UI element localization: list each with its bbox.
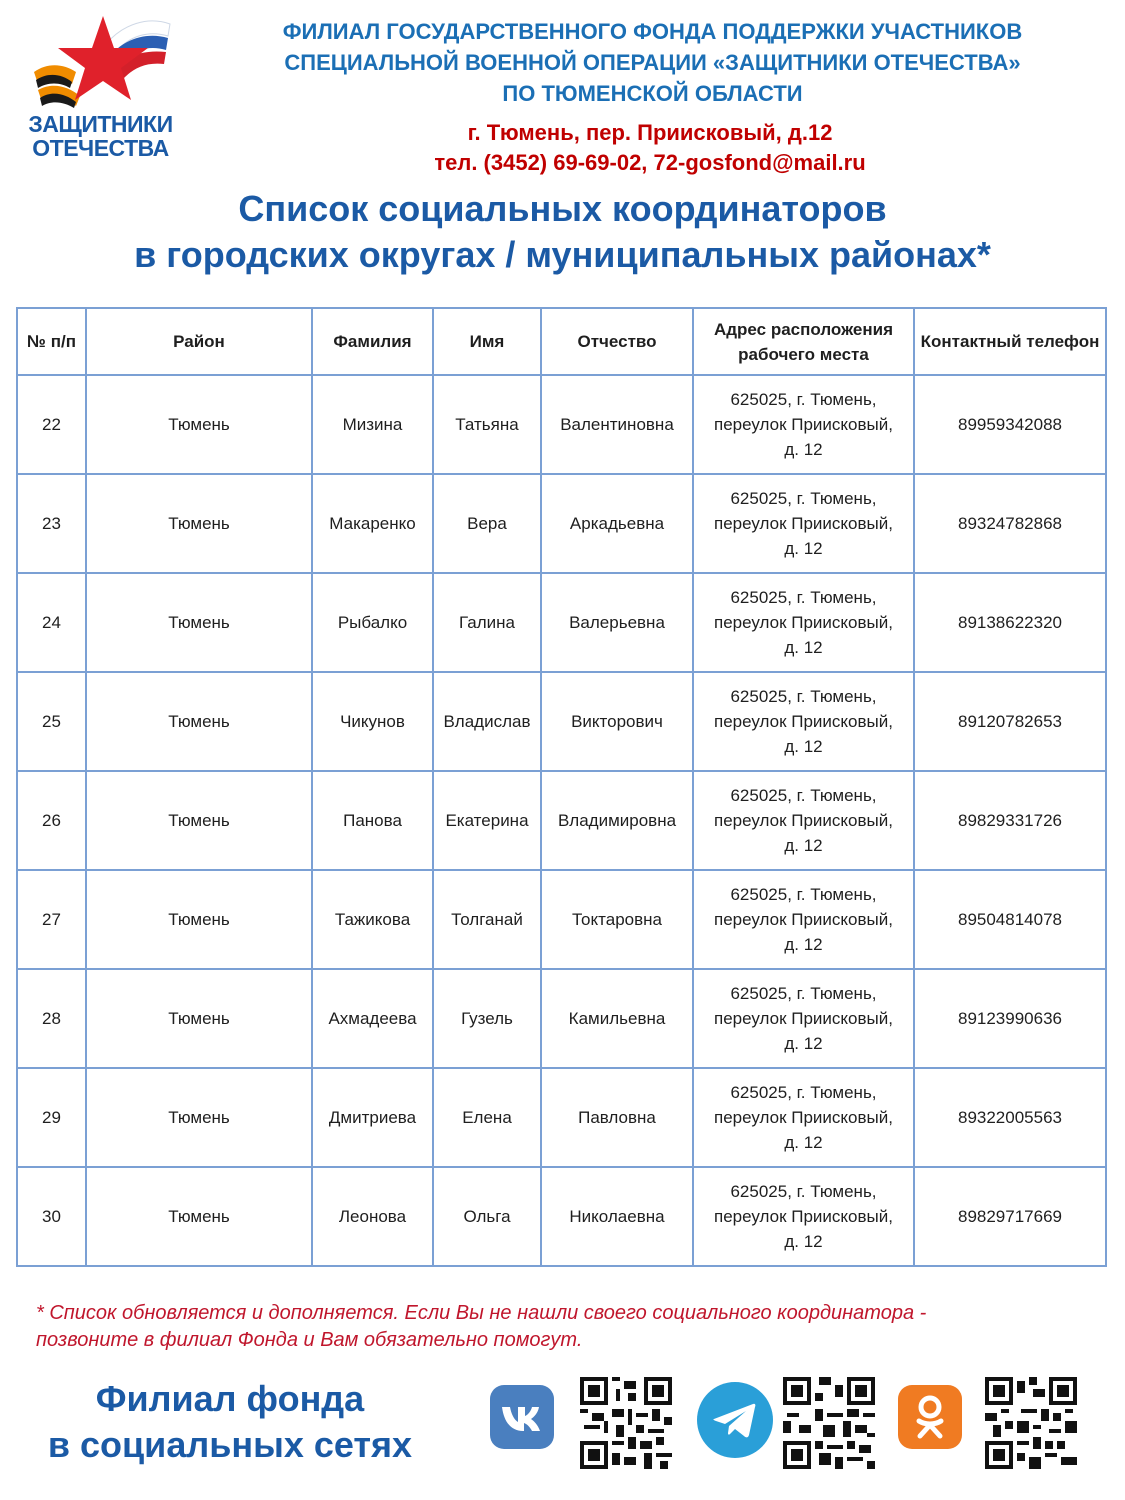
cell-address [693, 870, 914, 969]
cell-num: 29 [17, 1068, 86, 1167]
address-line: д. 12 [784, 1232, 823, 1251]
org-line-1: ФИЛИАЛ ГОСУДАРСТВЕННОГО ФОНДА ПОДДЕРЖКИ УЧАСТНИКОВ [282, 19, 1023, 44]
cell-phone: 89959342088 [914, 375, 1106, 474]
address-line: д. 12 [784, 1034, 823, 1053]
cell-surname: Чикунов [312, 672, 433, 771]
cell-patronymic: Аркадьевна [541, 474, 693, 573]
cell-address [693, 771, 914, 870]
cell-address [693, 375, 914, 474]
cell-surname: Дмитриева [312, 1068, 433, 1167]
footnote [36, 1300, 1096, 1354]
cell-num: 25 [17, 672, 86, 771]
cell-name: Толганай [433, 870, 541, 969]
org-phone-email: тел. (3452) 69-69-02, 72-gosfond@mail.ru [434, 150, 866, 175]
table-row [17, 375, 1106, 474]
address-line: переулок Приисковый, [714, 514, 893, 533]
header-patronymic: Отчество [541, 308, 693, 375]
cell-num: 27 [17, 870, 86, 969]
footer-line-1: Филиал фонда [95, 1378, 365, 1419]
title-line-1: Список социальных координаторов [238, 188, 887, 229]
vk-icon[interactable] [490, 1385, 554, 1449]
ok-qr-code [985, 1377, 1077, 1469]
cell-surname: Макаренко [312, 474, 433, 573]
table-row [17, 1068, 1106, 1167]
header-surname: Фамилия [312, 308, 433, 375]
header-district: Район [86, 308, 312, 375]
cell-district: Тюмень [86, 969, 312, 1068]
header-name: Имя [433, 308, 541, 375]
cell-surname: Панова [312, 771, 433, 870]
address-line: д. 12 [784, 737, 823, 756]
cell-patronymic: Валерьевна [541, 573, 693, 672]
telegram-icon[interactable] [697, 1382, 773, 1458]
cell-name: Татьяна [433, 375, 541, 474]
cell-name: Галина [433, 573, 541, 672]
cell-surname: Рыбалко [312, 573, 433, 672]
cell-district: Тюмень [86, 870, 312, 969]
cell-surname: Тажикова [312, 870, 433, 969]
cell-name: Гузель [433, 969, 541, 1068]
table-row [17, 870, 1106, 969]
cell-num: 23 [17, 474, 86, 573]
header-num: № п/п [17, 308, 86, 375]
coordinators-table [16, 307, 1107, 1267]
table-row [17, 573, 1106, 672]
organization-name [200, 16, 1105, 109]
contact-info [300, 118, 1000, 178]
cell-name: Екатерина [433, 771, 541, 870]
address-line: переулок Приисковый, [714, 1207, 893, 1226]
address-line: 625025, г. Тюмень, [730, 984, 877, 1003]
address-line: переулок Приисковый, [714, 910, 893, 929]
cell-address [693, 1167, 914, 1266]
cell-district: Тюмень [86, 771, 312, 870]
cell-address [693, 672, 914, 771]
cell-address [693, 969, 914, 1068]
cell-num: 24 [17, 573, 86, 672]
logo-line-2: ОТЕЧЕСТВА [32, 135, 169, 161]
cell-district: Тюмень [86, 1068, 312, 1167]
cell-district: Тюмень [86, 1167, 312, 1266]
header-phone: Контактный телефон [914, 308, 1106, 375]
cell-phone: 89120782653 [914, 672, 1106, 771]
cell-phone: 89504814078 [914, 870, 1106, 969]
address-line: переулок Приисковый, [714, 712, 893, 731]
address-line: д. 12 [784, 638, 823, 657]
table-row [17, 771, 1106, 870]
cell-patronymic: Викторович [541, 672, 693, 771]
logo-line-1: ЗАЩИТНИКИ [28, 111, 173, 137]
address-line: переулок Приисковый, [714, 613, 893, 632]
cell-phone: 89829717669 [914, 1167, 1106, 1266]
page-title [0, 186, 1125, 278]
address-line: переулок Приисковый, [714, 1108, 893, 1127]
address-line: переулок Приисковый, [714, 415, 893, 434]
cell-phone: 89138622320 [914, 573, 1106, 672]
cell-address [693, 1068, 914, 1167]
cell-patronymic: Камильевна [541, 969, 693, 1068]
cell-surname: Ахмадеева [312, 969, 433, 1068]
odnoklassniki-icon[interactable] [898, 1385, 962, 1449]
cell-name: Владислав [433, 672, 541, 771]
address-line: д. 12 [784, 836, 823, 855]
address-line: 625025, г. Тюмень, [730, 489, 877, 508]
table-row [17, 1167, 1106, 1266]
address-line: переулок Приисковый, [714, 811, 893, 830]
cell-phone: 89829331726 [914, 771, 1106, 870]
table-header-row [17, 308, 1106, 375]
cell-phone: 89324782868 [914, 474, 1106, 573]
table-row [17, 969, 1106, 1068]
address-line: д. 12 [784, 539, 823, 558]
cell-district: Тюмень [86, 474, 312, 573]
cell-patronymic: Павловна [541, 1068, 693, 1167]
footnote-line-2: позвоните в филиал Фонда и Вам обязательно помогут. [36, 1329, 583, 1351]
telegram-qr-code [783, 1377, 875, 1469]
address-line: д. 12 [784, 1133, 823, 1152]
cell-patronymic: Владимировна [541, 771, 693, 870]
address-line: 625025, г. Тюмень, [730, 885, 877, 904]
address-line: 625025, г. Тюмень, [730, 1182, 877, 1201]
org-line-2: СПЕЦИАЛЬНОЙ ВОЕННОЙ ОПЕРАЦИИ «ЗАЩИТНИКИ ОТЕЧЕСТВА» [284, 50, 1021, 75]
cell-name: Ольга [433, 1167, 541, 1266]
cell-district: Тюмень [86, 375, 312, 474]
cell-num: 22 [17, 375, 86, 474]
address-line: 625025, г. Тюмень, [730, 390, 877, 409]
cell-num: 30 [17, 1167, 86, 1266]
cell-surname: Леонова [312, 1167, 433, 1266]
star-ribbon-emblem-icon [28, 14, 178, 114]
address-line: 625025, г. Тюмень, [730, 786, 877, 805]
title-line-2: в городских округах / муниципальных районах* [134, 234, 991, 275]
address-line: переулок Приисковый, [714, 1009, 893, 1028]
cell-patronymic: Валентиновна [541, 375, 693, 474]
cell-patronymic: Токтаровна [541, 870, 693, 969]
footnote-line-1: * Список обновляется и дополняется. Если Вы не нашли своего социального координатора - [36, 1302, 927, 1324]
cell-phone: 89123990636 [914, 969, 1106, 1068]
header-address: Адрес расположения рабочего места [693, 308, 914, 375]
cell-phone: 89322005563 [914, 1068, 1106, 1167]
address-line: 625025, г. Тюмень, [730, 687, 877, 706]
cell-num: 26 [17, 771, 86, 870]
cell-name: Елена [433, 1068, 541, 1167]
foundation-logo [8, 14, 193, 161]
cell-address [693, 573, 914, 672]
org-address: г. Тюмень, пер. Приисковый, д.12 [467, 120, 833, 145]
cell-num: 28 [17, 969, 86, 1068]
cell-address [693, 474, 914, 573]
table-row [17, 474, 1106, 573]
org-line-3: ПО ТЮМЕНСКОЙ ОБЛАСТИ [502, 81, 803, 106]
cell-surname: Мизина [312, 375, 433, 474]
cell-name: Вера [433, 474, 541, 573]
address-line: д. 12 [784, 935, 823, 954]
cell-district: Тюмень [86, 672, 312, 771]
vk-qr-code [580, 1377, 672, 1469]
cell-patronymic: Николаевна [541, 1167, 693, 1266]
table-row [17, 672, 1106, 771]
address-line: д. 12 [784, 440, 823, 459]
address-line: 625025, г. Тюмень, [730, 1083, 877, 1102]
cell-district: Тюмень [86, 573, 312, 672]
footer-line-2: в социальных сетях [47, 1424, 413, 1465]
address-line: 625025, г. Тюмень, [730, 588, 877, 607]
social-networks-heading [10, 1376, 450, 1468]
